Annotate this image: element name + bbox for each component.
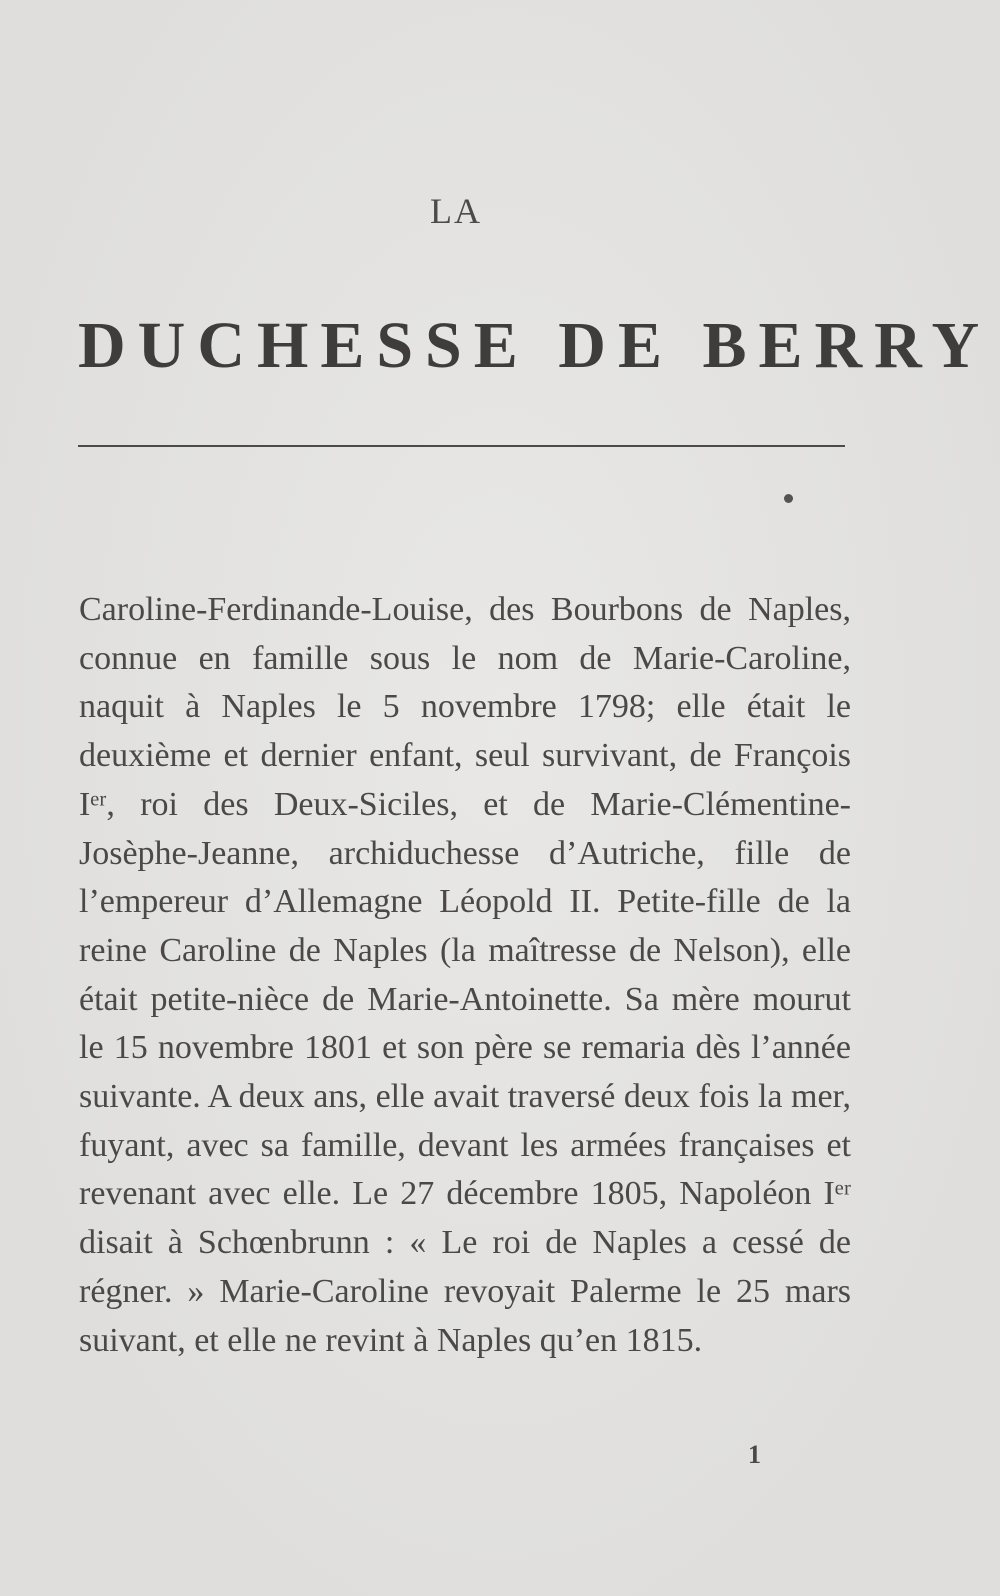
page-number: 1 [748,1440,761,1469]
title-rule [78,445,845,447]
chapter-title: DUCHESSE DE BERRY [78,309,992,382]
ink-spot [784,494,793,503]
title-article: LA [430,191,482,231]
body-paragraph: Caroline-Ferdinande-Louise, des Bourbons de Naples, connue en famille sous le nom de Marie-Caroline, naquit à Naples le 5 novembre 1798; elle était le deuxième et dernier enfant, seul survivant, de François Iᵉʳ, roi des Deux-Siciles, et de Marie-Clémentine-Josèphe-Jeanne, archiduchesse d’Autriche, fille de l’empereur d’Allemagne Léopold II. Petite-fille de la reine Caroline de Naples (la maîtresse de Nelson), elle était petite-nièce de Marie-Antoinette. Sa mère mourut le 15 novembre 1801 et son père se remaria dès l’année suivante. A deux ans, elle avait traversé deux fois la mer, fuyant, avec sa famille, devant les armées françaises et revenant avec elle. Le 27 décembre 1805, Napoléon Iᵉʳ disait à Schœnbrunn : « Le roi de Naples a cessé de régner. » Marie-Caroline revoyait Palerme le 25 mars suivant, et elle ne revint à Naples qu’en 1815. [79,591,851,1359]
